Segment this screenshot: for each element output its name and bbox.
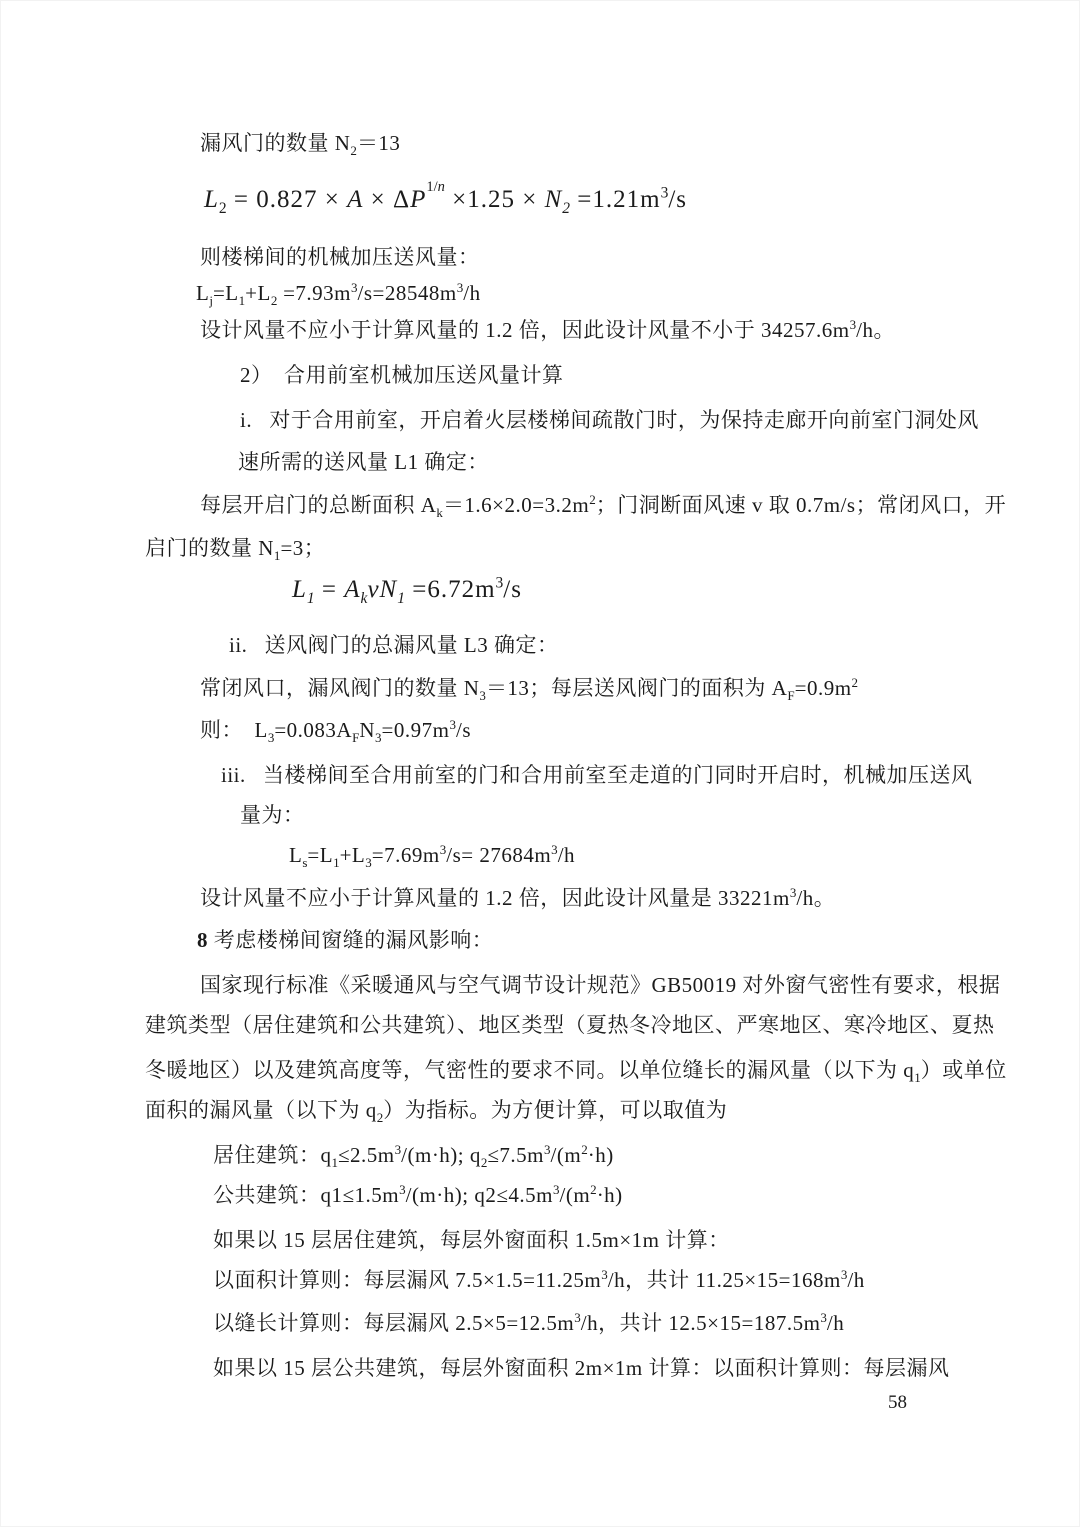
line-lj-total: $L_j=L_1+L_2 =7.93m^3/s=28548m^3/h$	[196, 280, 481, 309]
line-item-i: i. 对于合用前室，开启着火层楼梯间疏散门时，为保持走廊开向前室门洞处风	[240, 408, 979, 432]
line-n3-leak-valves: 常闭风口，漏风阀门的数量 $N_3=13$；每层送风阀门的面积为 $A_F=0.9m^2$	[200, 675, 859, 704]
line-public-limits: 公共建筑：$q1\le 1.5m^3/(m\cdot h)$; $q2\le 4.5m^3/(m^2\cdot h)$	[213, 1182, 623, 1207]
line-standard-gb50019: 国家现行标准《采暖通风与空气调节设计规范》GB50019 对外窗气密性有要求，根据	[200, 973, 1001, 997]
line-open-door-count: 启门的数量 $N_1=3$；	[145, 536, 326, 564]
line-design-flow-stair: 设计风量不应小于计算风量的 1.2 倍，因此设计风量不小于 $34257.6m^3/h$。	[200, 317, 895, 342]
line-l3-result: 则： $L_3=0.083A_FN_3=0.97m^3/s$	[200, 717, 472, 746]
formula-l1: $L_1 = A_kvN_1 =6.72m^3/s$	[292, 574, 522, 607]
heading-combined-anteroom: 2） 合用前室机械加压送风量计算	[240, 363, 564, 387]
formula-l2: $L_2 = 0.827 \times A \times \Delta P^{1/n} \times 1.25 \times N_2 =1.21m^3/s$	[204, 179, 688, 217]
line-building-types: 建筑类型（居住建筑和公共建筑）、地区类型（夏热冬冷地区、严寒地区、寒冷地区、夏热	[145, 1013, 995, 1037]
line-area-method: 以面积计算则：每层漏风 $7.5\times 1.5=11.25m^3/h$，共计 $11.25\times 15=168m^3/h$	[213, 1267, 865, 1292]
line-crack-method: 以缝长计算则：每层漏风 $2.5\times 5=12.5m^3/h$，共计 $12.5\times 15=187.5m^3/h$	[213, 1310, 845, 1335]
formula-ls: $L_s=L_1+L_3=7.69m^3/s= 27684m^3/h$	[289, 842, 576, 871]
line-climate-zones: 冬暖地区）以及建筑高度等，气密性的要求不同。以单位缝长的漏风量（以下为 $q_1$）或单位	[145, 1058, 1007, 1086]
line-item-i-cont: 速所需的送风量 L1 确定：	[238, 450, 489, 474]
line-item-iii-cont: 量为：	[240, 803, 305, 827]
line-stair-supply-intro: 则楼梯间的机械加压送风量：	[200, 245, 480, 269]
line-open-door-area: 每层开启门的总断面积 $A_k=1.6\times 2.0=3.2m^2$；门洞断面风速 v 取 0.7m/s；常闭风口，开	[200, 492, 1007, 521]
line-example-public: 如果以 15 层公共建筑，每层外窗面积 2m×1m 计算：以面积计算则：每层漏风	[213, 1356, 950, 1380]
page-number: 58	[888, 1392, 907, 1413]
line-item-iii: iii. 当楼梯间至合用前室的门和合用前室至走道的门同时开启时，机械加压送风	[221, 763, 973, 787]
line-design-flow-anteroom: 设计风量不应小于计算风量的 1.2 倍，因此设计风量是 $33221m^3/h$。	[200, 885, 836, 910]
line-residential-limits: 居住建筑：$q_1\le 2.5m^3/(m\cdot h)$; $q_2\le 7.5m^3/(m^2\cdot h)$	[213, 1142, 614, 1171]
heading-window-leakage: 8 考虑楼梯间窗缝的漏风影响：	[197, 928, 494, 952]
line-example-residential: 如果以 15 层居住建筑，每层外窗面积 1.5m×1m 计算：	[213, 1228, 730, 1252]
line-n2-count: 漏风门的数量 $N_2=13$	[200, 131, 401, 159]
line-area-leakage-index: 面积的漏风量（以下为 $q_2$）为指标。为方便计算，可以取值为	[145, 1098, 728, 1126]
line-item-ii: ii. 送风阀门的总漏风量 L3 确定：	[229, 633, 559, 657]
